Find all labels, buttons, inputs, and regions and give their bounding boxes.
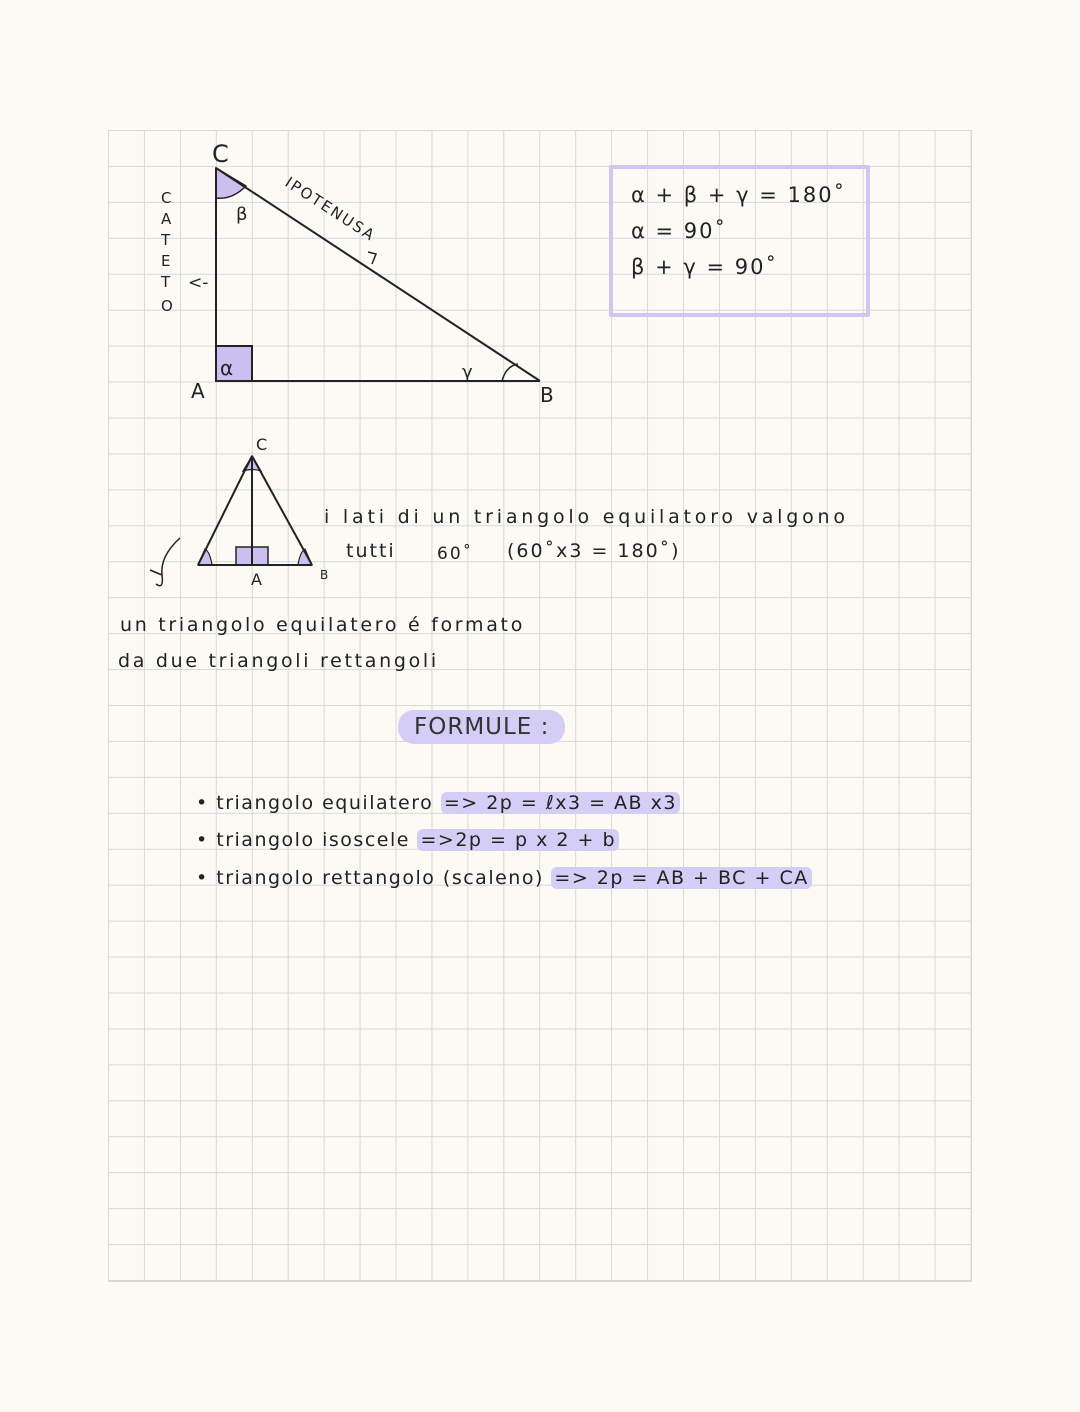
cateto-letter-4: E	[161, 252, 171, 270]
equilateral-note-sum: (60˚x3 = 180˚)	[507, 540, 681, 562]
cateto-arrow-icon: <-	[188, 273, 209, 293]
ipotenusa-arrow-icon	[368, 252, 376, 264]
composition-note-line2: da due triangoli rettangoli	[118, 650, 439, 672]
angle-sum-line: α + β + γ = 180˚	[631, 183, 847, 207]
angle-gamma-arc	[502, 364, 518, 381]
bullet: •	[196, 867, 209, 889]
formula-isoscele	[196, 829, 619, 851]
bullet: •	[196, 792, 209, 814]
angle-beta-fill	[216, 168, 246, 198]
formula-equilateral	[196, 792, 680, 814]
angle-gamma-label: γ	[462, 362, 473, 383]
equilateral-triangle-diagram	[150, 435, 328, 589]
equilateral-note-sixty: 60˚	[437, 544, 474, 564]
formula-label: triangolo equilatero	[216, 792, 434, 814]
angle-sum-box	[609, 165, 870, 317]
cateto-letter-3: T	[161, 231, 171, 249]
ipotenusa-label: IPOTENUSA	[281, 173, 380, 246]
formula-rettangolo	[196, 867, 812, 889]
vertex-a-label: A	[191, 379, 205, 403]
cateto-letter-1: C	[161, 189, 172, 207]
cateto-letter-6: O	[161, 297, 173, 315]
eq-vertex-c-label: C	[256, 435, 268, 454]
formule-title: FORMULE :	[398, 710, 565, 744]
formula-expression: =>2p = p x 2 + b	[417, 829, 619, 851]
vertex-c-label: C	[212, 140, 229, 168]
formula-expression: => 2p = AB + BC + CA	[551, 867, 811, 889]
alpha-value-line: α = 90˚	[631, 219, 728, 243]
right-triangle-diagram	[160, 140, 554, 407]
formula-expression: => 2p = ℓx3 = AB x3	[441, 792, 680, 814]
cateto-letter-2: A	[161, 210, 172, 228]
beta-gamma-line: β + γ = 90˚	[631, 255, 778, 279]
angle-alpha-label: α	[220, 356, 234, 380]
hypotenuse-side	[216, 168, 540, 381]
cateto-letter-5: T	[161, 273, 171, 291]
eq-vertex-a-label: A	[251, 570, 262, 589]
angle-beta-label: β	[236, 204, 248, 225]
formula-label: triangolo isoscele	[216, 829, 410, 851]
vertex-b-label: B	[540, 383, 554, 407]
bullet: •	[196, 829, 209, 851]
equilateral-note-tutti: tutti	[346, 540, 396, 562]
eq-vertex-b-label: B	[320, 568, 329, 582]
equilateral-note-line1: i lati di un triangolo equilatoro valgono	[324, 506, 849, 528]
rotation-arrow-icon	[150, 538, 180, 586]
formula-label: triangolo rettangolo (scaleno)	[216, 867, 544, 889]
composition-note-line1: un triangolo equilatero é formato	[120, 614, 526, 636]
